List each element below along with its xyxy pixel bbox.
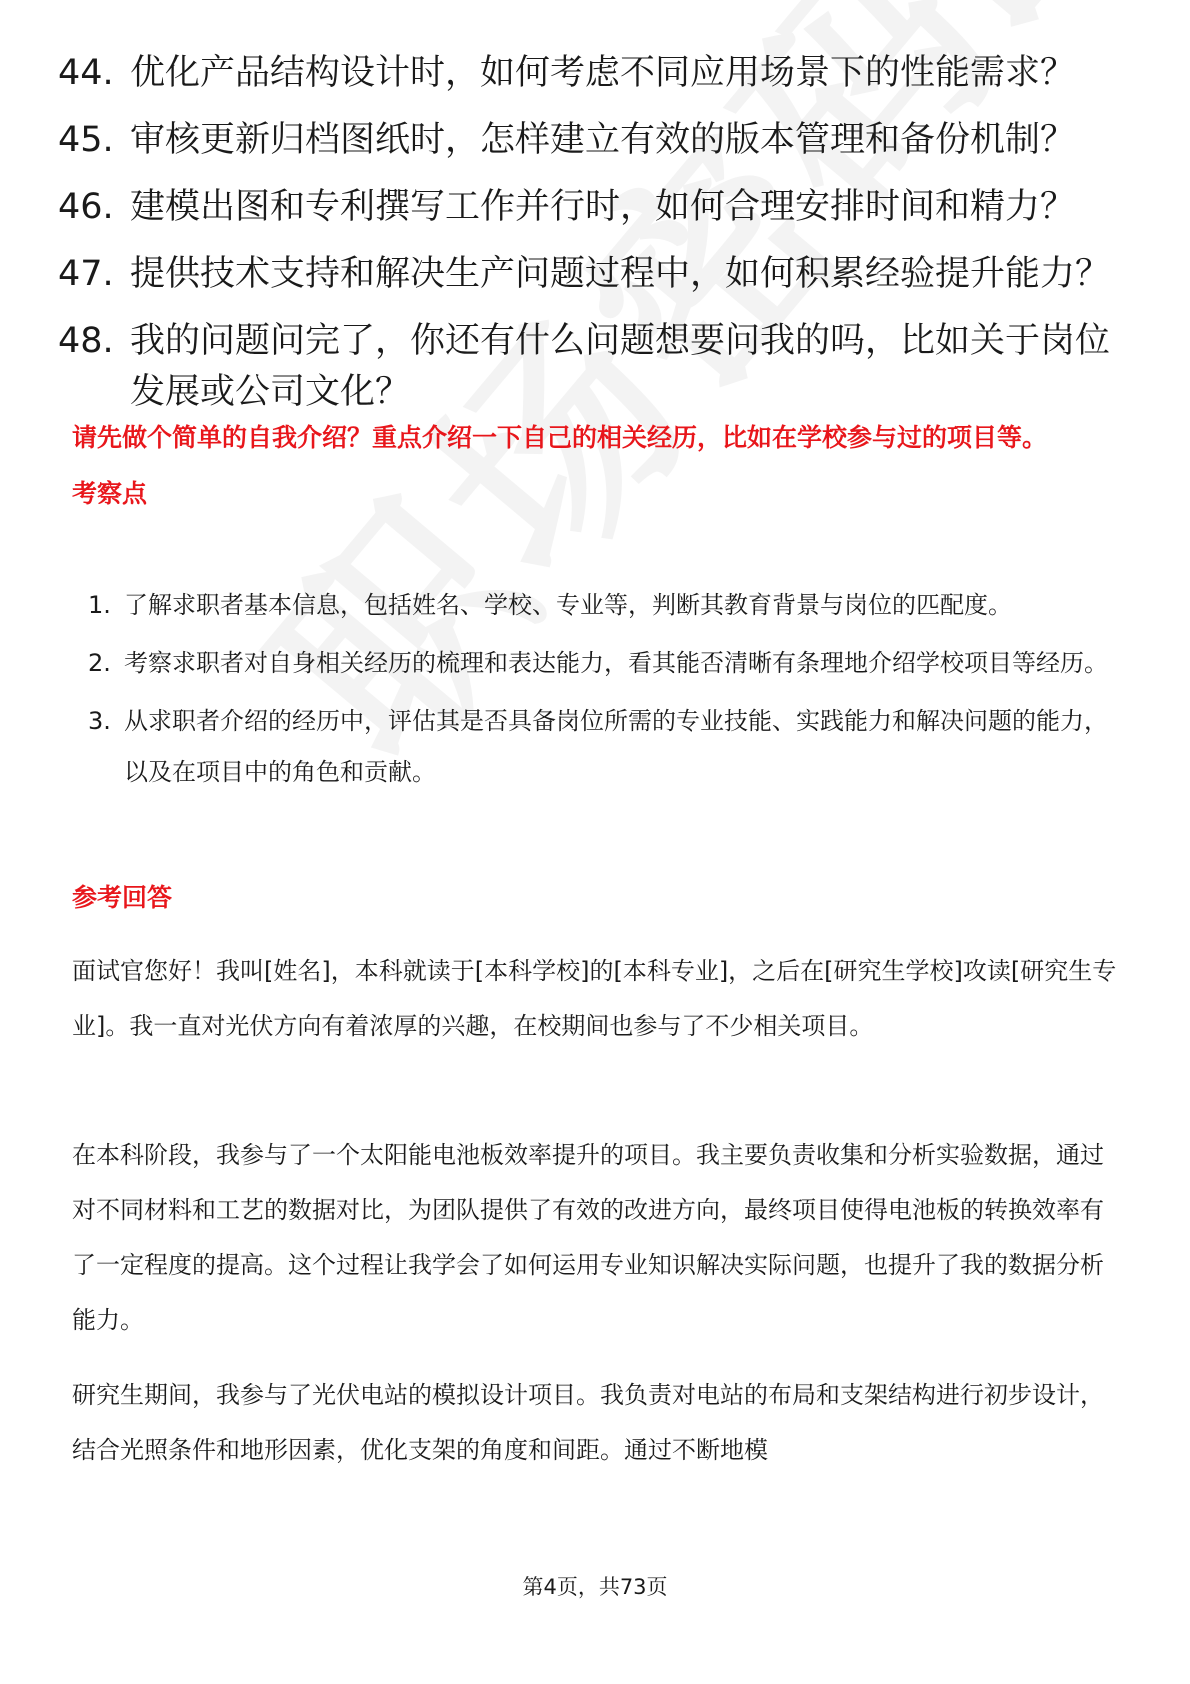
exam-point-text: 了解求职者基本信息，包括姓名、学校、专业等，判断其教育背景与岗位的匹配度。 [124,591,1012,619]
exam-point [88,696,1128,798]
exam-point-number: 1. [88,591,111,619]
question-text: 提供技术支持和解决生产问题过程中，如何积累经验提升能力？ [130,254,1111,294]
exam-point [88,638,1128,689]
question-number: 45. [58,120,114,160]
question-item [58,48,1138,99]
question-item [58,316,1138,418]
question-number: 46. [58,187,114,227]
question-text: 我的问题问完了，你还有什么问题想要问我的吗，比如关于岗位发展或公司文化？ [130,321,1111,412]
exam-points-title: 考察点 [72,479,148,508]
exam-point-text: 从求职者介绍的经历中，评估其是否具备岗位所需的专业技能、实践能力和解决问题的能力，以及在项目中的角色和贡献。 [124,707,1108,786]
question-item [58,115,1138,166]
question-text: 优化产品结构设计时，如何考虑不同应用场景下的性能需求？ [130,53,1076,93]
question-list [58,48,1138,434]
question-number: 44. [58,53,114,93]
question-text: 审核更新归档图纸时，怎样建立有效的版本管理和备份机制？ [130,120,1076,160]
exam-point-number: 2. [88,649,111,677]
question-text: 建模出图和专利撰写工作并行时，如何合理安排时间和精力？ [130,187,1076,227]
answer-paragraph: 面试官您好！我叫[姓名]，本科就读于[本科学校]的[本科专业]，之后在[研究生学校]攻读[研究生专业]。我一直对光伏方向有着浓厚的兴趣，在校期间也参与了不少相关项目。 [72,957,1117,1040]
interview-question-heading: 请先做个简单的自我介绍？重点介绍一下自己的相关经历，比如在学校参与过的项目等。 [72,423,1048,452]
question-item [58,249,1138,300]
exam-points-list [88,580,1128,805]
page-footer: 第4页，共73页 [522,1575,668,1599]
answer-paragraph: 在本科阶段，我参与了一个太阳能电池板效率提升的项目。我主要负责收集和分析实验数据，通过对不同材料和工艺的数据对比，为团队提供了有效的改进方向，最终项目使得电池板的转换效率有了一定程度的提高。这个过程让我学会了如何运用专业知识解决实际问题，也提升了我的数据分析能力。 [72,1141,1104,1334]
answer-paragraph: 研究生期间，我参与了光伏电站的模拟设计项目。我负责对电站的布局和支架结构进行初步设计，结合光照条件和地形因素，优化支架的角度和间距。通过不断地模 [72,1381,1104,1464]
exam-point [88,580,1128,631]
question-item [58,182,1138,233]
exam-point-text: 考察求职者对自身相关经历的梳理和表达能力，看其能否清晰有条理地介绍学校项目等经历。 [124,649,1108,677]
question-number: 47. [58,254,114,294]
question-number: 48. [58,321,114,361]
exam-point-number: 3. [88,707,111,735]
reference-answer-title: 参考回答 [72,883,173,912]
